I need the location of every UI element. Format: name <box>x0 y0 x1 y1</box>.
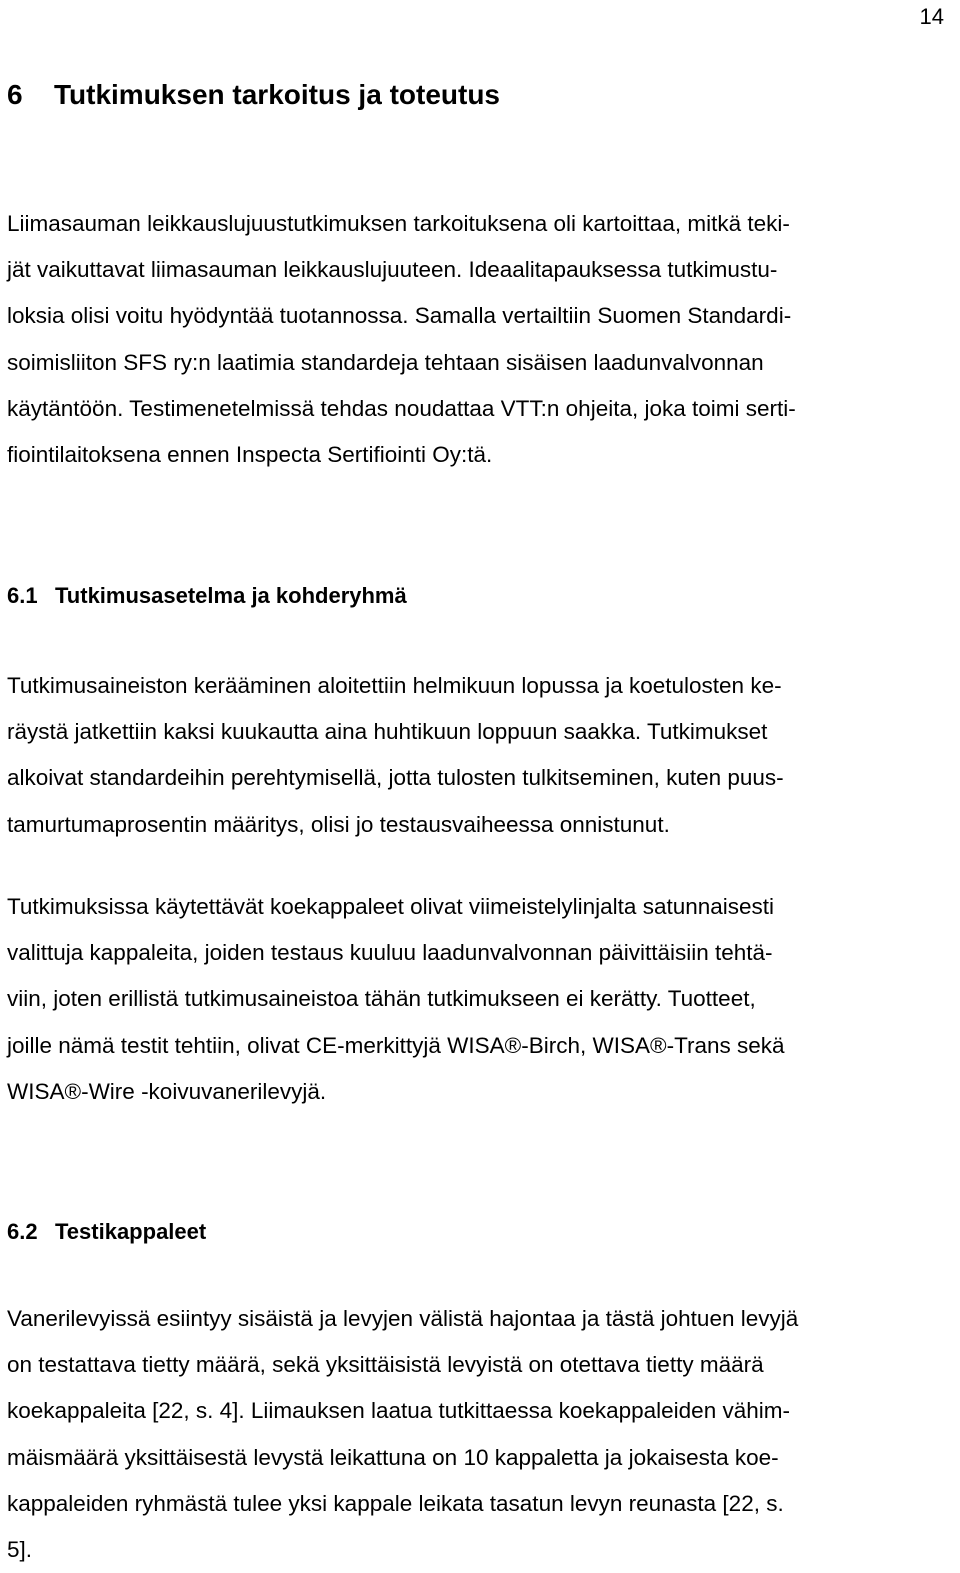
page-number: 14 <box>919 4 944 29</box>
text-line: soimisliiton SFS ry:n laatimia standardeja tehtaan sisäisen laadunvalvonnan <box>7 349 764 375</box>
text-line: alkoivat standardeihin perehtymisellä, jotta tulosten tulkitseminen, kuten puus- <box>7 765 784 791</box>
text-line: räystä jatkettiin kaksi kuukautta aina huhtikuun loppuun saakka. Tutkimukset <box>7 719 768 745</box>
text-line: 5]. <box>7 1537 33 1563</box>
text-line: koekappaleita [22, s. 4]. Liimauksen laatua tutkittaessa koekappaleiden vähim- <box>7 1398 790 1424</box>
text-line: Liimasauman leikkauslujuustutkimuksen tarkoituksena oli kartoittaa, mitkä teki- <box>7 211 790 236</box>
chapter-number: 6 <box>7 79 23 110</box>
section-6-1-paragraph-2 <box>7 884 953 1115</box>
intro-paragraph <box>7 201 953 478</box>
text-line: mäismäärä yksittäisestä levystä leikattuna on 10 kappaletta ja jokaisesta koe- <box>7 1444 779 1470</box>
text-line: Tutkimusaineiston kerääminen aloitettiin helmikuun lopussa ja koetulosten ke- <box>7 673 782 698</box>
text-line: tamurtumaprosentin määritys, olisi jo testausvaiheessa onnistunut. <box>7 811 670 837</box>
text-line: valittuja kappaleita, joiden testaus kuuluu laadunvalvonnan päivittäisiin tehtä- <box>7 940 773 966</box>
text-line: kappaleiden ryhmästä tulee yksi kappale leikata tasatun levyn reunasta [22, s. <box>7 1490 784 1516</box>
text-line: Vanerilevyissä esiintyy sisäistä ja levyjen välistä hajontaa ja tästä johtuen levyjä <box>7 1306 799 1331</box>
section-heading-6-1 <box>7 582 407 610</box>
section-6-1-paragraph-1 <box>7 663 953 848</box>
chapter-title: Tutkimuksen tarkoitus ja toteutus <box>54 79 500 110</box>
chapter-heading <box>7 78 500 112</box>
text-line: jät vaikuttavat liimasauman leikkauslujuuteen. Ideaalitapauksessa tutkimustu- <box>7 257 778 283</box>
section-6-2-paragraph-1 <box>7 1296 953 1573</box>
section-number: 6.2 <box>7 1219 38 1244</box>
text-line: loksia olisi voitu hyödyntää tuotannossa. Samalla vertailtiin Suomen Standardi- <box>7 303 792 329</box>
section-heading-6-2 <box>7 1218 206 1246</box>
section-number: 6.1 <box>7 583 38 608</box>
text-line: WISA®-Wire -koivuvanerilevyjä. <box>7 1078 327 1104</box>
text-line: käytäntöön. Testimenetelmissä tehdas noudattaa VTT:n ohjeita, joka toimi serti- <box>7 395 796 421</box>
text-line: on testattava tietty määrä, sekä yksittäisistä levyistä on otettava tietty määrä <box>7 1352 764 1378</box>
text-line: viin, joten erillistä tutkimusaineistoa tähän tutkimukseen ei kerätty. Tuotteet, <box>7 986 756 1012</box>
text-line: fiointilaitoksena ennen Inspecta Sertifiointi Oy:tä. <box>7 442 493 468</box>
text-line: Tutkimuksissa käytettävät koekappaleet olivat viimeistelylinjalta satunnaisesti <box>7 894 775 919</box>
section-title: Testikappaleet <box>55 1219 207 1244</box>
text-line: joille nämä testit tehtiin, olivat CE-merkittyjä WISA®-Birch, WISA®-Trans sekä <box>7 1032 785 1058</box>
section-title: Tutkimusasetelma ja kohderyhmä <box>55 583 407 608</box>
